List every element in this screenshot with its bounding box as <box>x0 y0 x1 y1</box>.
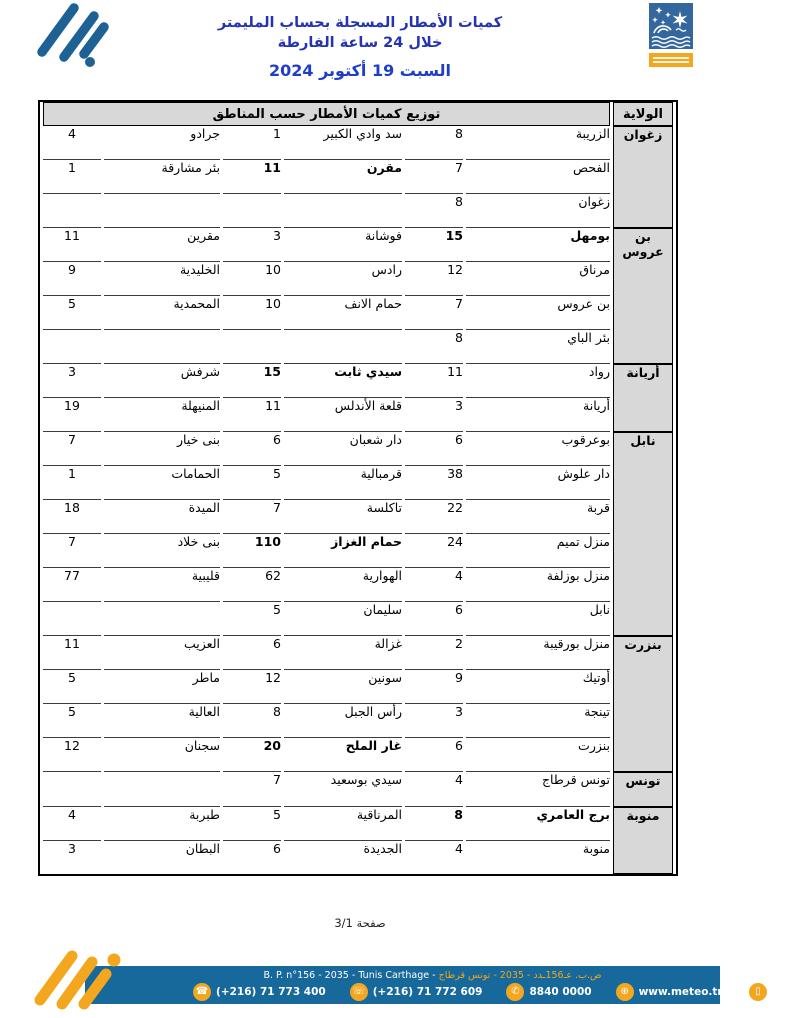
inm-logo-banner <box>649 53 693 67</box>
table-row <box>43 602 673 636</box>
rain-table-body <box>43 126 673 874</box>
footer-address <box>85 970 720 981</box>
value-cell: 15 <box>405 228 463 262</box>
value-cell: 8 <box>223 704 281 738</box>
value-cell: 5 <box>43 670 101 704</box>
globe-icon: ⊕ <box>616 983 634 1001</box>
table-row <box>43 807 673 841</box>
station-cell: سجنان <box>104 738 220 772</box>
value-cell: 4 <box>43 126 101 160</box>
station-cell: حمام الغزاز <box>284 534 402 568</box>
value-cell: 3 <box>223 228 281 262</box>
value-cell: 5 <box>223 466 281 500</box>
table-row <box>43 296 673 330</box>
station-cell: تينجة <box>466 704 610 738</box>
station-cell: بن عروس <box>466 296 610 330</box>
page-number: صفحة 3/1 <box>334 916 386 930</box>
governorate-cell: نابل <box>613 432 673 636</box>
station-cell: بوعرقوب <box>466 432 610 466</box>
value-cell: 12 <box>43 738 101 772</box>
value-cell: 3 <box>68 841 76 856</box>
station-cell: أريانة <box>466 398 610 432</box>
value-cell: 4 <box>405 568 463 602</box>
station-cell: دار شعبان <box>284 432 402 466</box>
report-date: السبت 19 أكتوبر 2024 <box>268 61 452 80</box>
value-cell: 6 <box>223 432 281 466</box>
value-cell: 4 <box>43 807 101 841</box>
table-row <box>43 126 673 160</box>
footer-website <box>616 983 725 1001</box>
station-cell: سليمان <box>284 602 402 636</box>
table-row <box>43 534 673 568</box>
value-cell: 2 <box>405 636 463 670</box>
value-cell: 12 <box>223 670 281 704</box>
value-cell <box>43 772 101 807</box>
station-cell <box>104 772 220 807</box>
phone-icon: ☎ <box>193 983 211 1001</box>
station-cell: مرناق <box>466 262 610 296</box>
value-cell: 6 <box>273 841 281 856</box>
station-cell: منزل بورقيبة <box>466 636 610 670</box>
footer-phone <box>193 983 326 1001</box>
value-cell: 1 <box>43 466 101 500</box>
phone-number: (+216) 71 773 400 <box>216 985 326 998</box>
station-cell: الزريبة <box>466 126 610 160</box>
value-cell: 8 <box>405 330 463 364</box>
value-cell: 5 <box>223 807 281 841</box>
document-header <box>0 0 720 96</box>
station-cell: حمام الانف <box>284 296 402 330</box>
value-cell: 9 <box>43 262 101 296</box>
station-cell <box>104 330 220 364</box>
table-header-row <box>43 102 673 126</box>
table-row <box>43 330 673 364</box>
value-cell: 9 <box>405 670 463 704</box>
footer-fax <box>350 983 483 1001</box>
station-cell: غار الملح <box>284 738 402 772</box>
value-cell: 5 <box>43 704 101 738</box>
value-cell: 7 <box>43 432 101 466</box>
footer-callcenter <box>506 983 591 1001</box>
value-cell: 3 <box>405 398 463 432</box>
station-cell: بنى خلاد <box>104 534 220 568</box>
station-cell: قليبية <box>104 568 220 602</box>
inm-emblem-logo <box>649 3 693 67</box>
value-cell: 19 <box>43 398 101 432</box>
value-cell: 1 <box>43 160 101 194</box>
value-cell: 3 <box>43 364 101 398</box>
station-cell: الميدة <box>104 500 220 534</box>
station-cell: دار علوش <box>466 466 610 500</box>
station-cell: فوشانة <box>284 228 402 262</box>
footer-contacts <box>85 983 808 1001</box>
station-cell: بنزرت <box>466 738 610 772</box>
fax-icon: ☏ <box>350 983 368 1001</box>
table-row <box>43 568 673 602</box>
station-cell: العالية <box>104 704 220 738</box>
station-cell: ماطر <box>104 670 220 704</box>
table-row <box>43 841 673 874</box>
station-cell: الفحص <box>466 160 610 194</box>
value-cell: 7 <box>405 160 463 194</box>
station-cell: منزل تميم <box>466 534 610 568</box>
table-row <box>43 466 673 500</box>
station-cell: قربة <box>466 500 610 534</box>
station-cell: غزالة <box>284 636 402 670</box>
value-cell <box>43 602 101 636</box>
value-cell: 5 <box>43 296 101 330</box>
value-cell: 6 <box>405 432 463 466</box>
handset-icon: ✆ <box>506 983 524 1001</box>
station-cell: الخليدية <box>104 262 220 296</box>
table-row <box>43 364 673 398</box>
mobile-icon: ▯ <box>749 983 767 1001</box>
station-cell: سونين <box>284 670 402 704</box>
value-cell: 8 <box>405 194 463 228</box>
title-line-1: كميات الأمطار المسجلة بحساب المليمتر <box>217 15 503 31</box>
footer-sms <box>749 983 808 1001</box>
value-cell <box>43 330 101 364</box>
station-cell: البطان <box>185 841 220 856</box>
station-cell: رأس الجبل <box>284 704 402 738</box>
station-cell: المحمدية <box>104 296 220 330</box>
station-cell: منوبة <box>582 841 610 856</box>
station-cell: رواد <box>466 364 610 398</box>
table-row <box>43 636 673 670</box>
value-cell <box>43 194 101 228</box>
station-cell: سيدي بوسعيد <box>284 772 402 807</box>
station-cell <box>284 330 402 364</box>
value-cell: 12 <box>405 262 463 296</box>
station-cell: بئر الباي <box>466 330 610 364</box>
value-cell: 20 <box>223 738 281 772</box>
station-cell: سد وادي الكبير <box>284 126 402 160</box>
table-row <box>43 228 673 262</box>
governorate-column-header: الولاية <box>613 102 673 126</box>
table-row <box>43 670 673 704</box>
governorate-cell: بنزرت <box>613 636 673 772</box>
station-cell: زغوان <box>466 194 610 228</box>
distribution-column-header: توزيع كميات الأمطار حسب المناطق <box>43 102 610 126</box>
value-cell: 11 <box>43 228 101 262</box>
footer-stripes-icon <box>30 946 170 1008</box>
table-row <box>43 772 673 807</box>
footer-bar <box>85 966 808 1004</box>
governorate-cell: منوبة <box>613 807 673 874</box>
value-cell: 10 <box>223 262 281 296</box>
station-cell: بنى خيار <box>104 432 220 466</box>
callcenter-number: 8840 0000 <box>529 985 592 998</box>
fax-number: (+216) 71 772 609 <box>372 985 483 998</box>
station-cell: تاكلسة <box>284 500 402 534</box>
station-cell <box>104 602 220 636</box>
station-cell: الهوارية <box>284 568 402 602</box>
governorate-cell: أريانة <box>613 364 673 432</box>
footer-address-ar: ص.ب. عـ156ـدد - 2035 - تونس قرطاج <box>438 969 602 981</box>
station-cell: الجديدة <box>363 841 402 856</box>
value-cell: 3 <box>405 704 463 738</box>
title-line-2: خلال 24 ساعة الفارطة <box>277 35 443 51</box>
value-cell: 15 <box>223 364 281 398</box>
table-row <box>43 738 673 772</box>
value-cell: 18 <box>43 500 101 534</box>
table-row <box>43 160 673 194</box>
value-cell: 7 <box>223 772 281 807</box>
station-cell: منزل بوزلفة <box>466 568 610 602</box>
table-row <box>43 398 673 432</box>
station-cell: سيدي ثابت <box>284 364 402 398</box>
station-cell: مقرين <box>104 228 220 262</box>
footer-address-en: B. P. n°156 - 2035 - Tunis Carthage - <box>263 969 436 981</box>
value-cell: 110 <box>223 534 281 568</box>
website-url: www.meteo.tn <box>638 985 725 998</box>
sms-number: 85012 <box>771 985 808 998</box>
table-row <box>43 432 673 466</box>
value-cell: 10 <box>223 296 281 330</box>
value-cell: 11 <box>223 160 281 194</box>
station-cell: برج العامري <box>466 807 610 841</box>
value-cell: 4 <box>455 841 463 856</box>
table-row <box>43 500 673 534</box>
station-cell: رادس <box>284 262 402 296</box>
value-cell: 11 <box>405 364 463 398</box>
station-cell: نابل <box>466 602 610 636</box>
station-cell: المرناقية <box>284 807 402 841</box>
station-cell: المنيهلة <box>104 398 220 432</box>
governorate-cell: بن عروس <box>613 228 673 364</box>
inm-emblem-icon <box>649 3 693 49</box>
value-cell: 7 <box>43 534 101 568</box>
value-cell: 8 <box>405 807 463 841</box>
station-cell: مقرن <box>284 160 402 194</box>
value-cell <box>223 194 281 228</box>
table-row <box>43 704 673 738</box>
table-row <box>43 262 673 296</box>
governorate-cell: تونس <box>613 772 673 807</box>
station-cell: قلعة الأندلس <box>284 398 402 432</box>
station-cell: بومهل <box>466 228 610 262</box>
value-cell: 4 <box>405 772 463 807</box>
station-cell: جرادو <box>104 126 220 160</box>
station-cell: بئر مشارقة <box>104 160 220 194</box>
value-cell: 6 <box>405 738 463 772</box>
value-cell: 6 <box>223 636 281 670</box>
station-cell: قرمبالية <box>284 466 402 500</box>
value-cell: 11 <box>43 636 101 670</box>
value-cell: 1 <box>223 126 281 160</box>
station-cell: العزيب <box>104 636 220 670</box>
value-cell: 5 <box>223 602 281 636</box>
station-cell: شرفش <box>104 364 220 398</box>
value-cell: 24 <box>405 534 463 568</box>
value-cell: 8 <box>405 126 463 160</box>
value-cell: 7 <box>405 296 463 330</box>
value-cell <box>223 330 281 364</box>
value-cell: 62 <box>223 568 281 602</box>
value-cell: 6 <box>405 602 463 636</box>
value-cell: 38 <box>405 466 463 500</box>
inm-stripes-logo-icon <box>34 2 112 68</box>
station-cell: طبربة <box>104 807 220 841</box>
governorate-cell: زغوان <box>613 126 673 228</box>
station-cell: أوتيك <box>466 670 610 704</box>
table-row <box>43 194 673 228</box>
rain-table <box>38 100 678 876</box>
station-cell: الحمامات <box>104 466 220 500</box>
stripes-dot <box>85 57 95 67</box>
value-cell: 7 <box>223 500 281 534</box>
value-cell: 22 <box>405 500 463 534</box>
station-cell: تونس قرطاج <box>466 772 610 807</box>
station-cell <box>104 194 220 228</box>
value-cell: 77 <box>43 568 101 602</box>
value-cell: 11 <box>223 398 281 432</box>
station-cell <box>284 194 402 228</box>
